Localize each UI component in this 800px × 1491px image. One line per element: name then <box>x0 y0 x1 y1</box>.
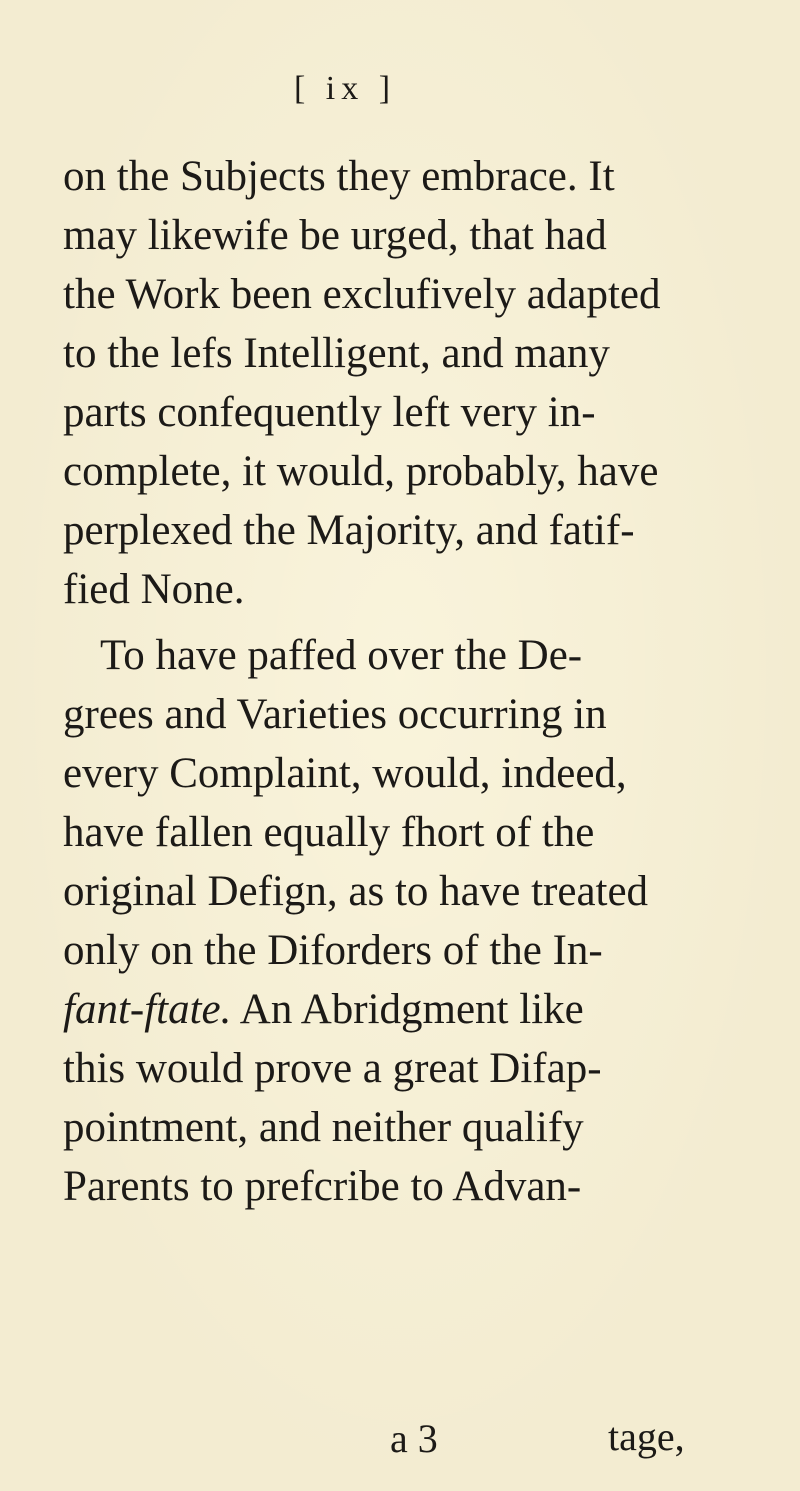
page-number: [ ix ] <box>293 70 397 107</box>
text-line-12: have fallen equally fhort of the <box>63 809 595 856</box>
text-line-15-rest: An Abridgment like <box>231 986 584 1033</box>
text-line-9: To have paffed over the De- <box>100 632 583 679</box>
text-line-3: the Work been exclufively adapted <box>63 271 661 318</box>
text-line-8: fied None. <box>63 566 245 613</box>
text-line-2: may likewife be urged, that had <box>63 212 607 259</box>
text-line-16: this would prove a great Difap- <box>63 1045 602 1092</box>
text-line-11: every Complaint, would, indeed, <box>63 750 627 797</box>
text-line-4: to the lefs Intelligent, and many <box>63 330 610 377</box>
text-line-6: complete, it would, probably, have <box>63 448 659 495</box>
text-line-15 <box>63 982 584 1038</box>
catchword: tage, <box>608 1414 685 1459</box>
text-line-10: grees and Varieties occurring in <box>63 691 607 738</box>
text-line-13: original Defign, as to have treated <box>63 868 649 915</box>
text-line-18: Parents to prefcribe to Advan- <box>63 1163 582 1210</box>
text-line-5: parts confequently left very in- <box>63 389 596 436</box>
text-line-1: on the Subjects they embrace. It <box>63 153 615 200</box>
signature-mark: a 3 <box>390 1416 438 1461</box>
text-line-7: perplexed the Majority, and fatif- <box>63 507 635 554</box>
italic-phrase: fant-ftate. <box>63 986 232 1033</box>
text-line-17: pointment, and neither qualify <box>63 1104 584 1151</box>
text-line-14: only on the Diforders of the In- <box>63 927 603 974</box>
